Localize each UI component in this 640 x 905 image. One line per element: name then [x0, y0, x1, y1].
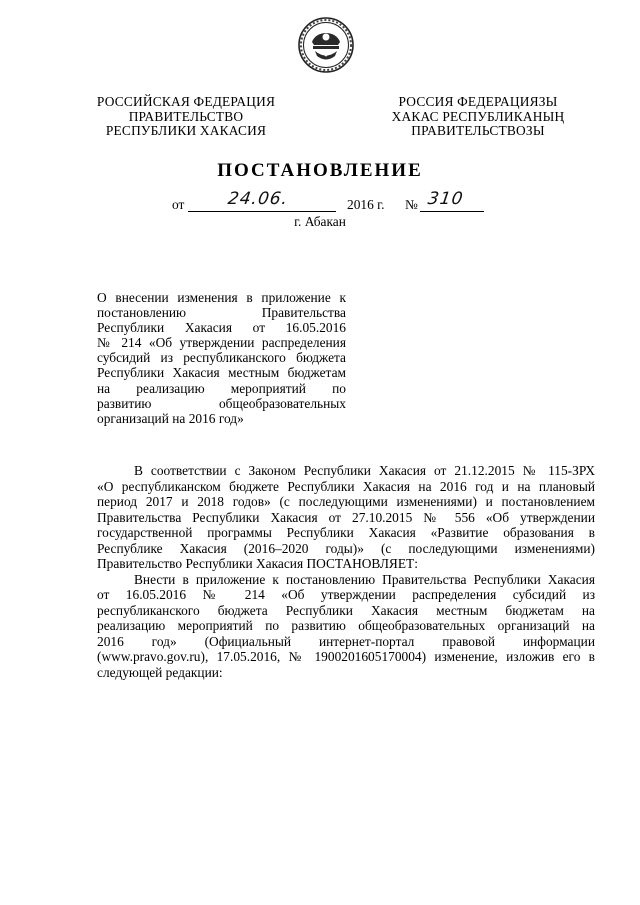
subject-line: развитию общеобразовательных [97, 395, 346, 411]
subject-block [97, 290, 346, 426]
body-line: Правительство Республики Хакасия ПОСТАНОВЛЯЕТ: [97, 556, 418, 571]
paragraph-1 [97, 463, 595, 572]
header-left-line: РОССИЙСКАЯ ФЕДЕРАЦИЯ [96, 94, 276, 109]
year-label: 2016 г. [347, 197, 385, 212]
header-right-block [373, 95, 583, 139]
header-right-line: ХАКАС РЕСПУБЛИКАНЫҢ [391, 108, 565, 124]
body-line: реализацию мероприятий по развитию общеобразовательных организаций на [97, 618, 595, 633]
handwritten-number: 310 [426, 189, 465, 209]
header-left-block [86, 95, 286, 139]
body-line: «О республиканском бюджете Республики Хакасия на 2016 год и на плановый [97, 478, 595, 494]
body-line: (www.pravo.gov.ru), 17.05.2016, № 1900201605170004) изменение, изложив его в [97, 649, 595, 664]
subject-line: О внесении изменения в приложение к [97, 290, 346, 305]
header-right-line: РОССИЯ ФЕДЕРАЦИЯЗЫ [398, 94, 558, 109]
subject-line: № 214 «Об утверждении распределения [97, 335, 346, 351]
document-title: ПОСТАНОВЛЕНИЕ [217, 160, 423, 181]
date-prefix: от [172, 197, 185, 212]
body-line: от 16.05.2016 № 214 «Об утверждении распределения субсидий из [97, 587, 595, 602]
body-line: В соответствии с Законом Республики Хакасия от 21.12.2015 № 115-ЗРХ [134, 463, 595, 478]
header-left-line: ПРАВИТЕЛЬСТВО [128, 108, 244, 124]
paragraph-2 [97, 572, 595, 681]
body-line: 2016 год» (Официальный интернет-портал правовой информации [97, 633, 595, 649]
number-underline [420, 211, 484, 212]
header-left-line: РЕСПУБЛИКИ ХАКАСИЯ [105, 123, 267, 139]
body-line: республиканского бюджета Республики Хакасия местным бюджетам на [97, 602, 595, 618]
coat-of-arms-icon [297, 16, 355, 74]
number-label: № [405, 197, 418, 212]
body-line: период 2017 и 2018 годов» (с последующими изменениями) и постановлением [97, 494, 595, 509]
city-label: г. Абакан [294, 214, 346, 229]
date-number-line [0, 191, 640, 213]
subject-line: Республики Хакасия местным бюджетам [97, 365, 346, 381]
subject-line: на реализацию мероприятий по [97, 380, 346, 396]
date-underline [188, 211, 336, 212]
handwritten-date: 24.06. [226, 189, 290, 209]
body-line: Республике Хакасия (2016–2020 годы)» (с последующими изменениями) [97, 540, 595, 556]
body-line: следующей редакции: [97, 664, 223, 680]
subject-line: Республики Хакасия от 16.05.2016 [97, 320, 346, 336]
header-right-line: ПРАВИТЕЛЬСТВОЗЫ [411, 123, 545, 139]
body-line: Правительства Республики Хакасия от 27.10.2015 № 556 «Об утверждении [97, 509, 595, 525]
body-line: Внести в приложение к постановлению Правительства Республики Хакасия [134, 571, 595, 587]
body-line: государственной программы Республики Хакасия «Развитие образования в [97, 525, 595, 540]
document-body [97, 463, 595, 680]
subject-line: постановлению Правительства [97, 305, 346, 321]
subject-line: организаций на 2016 год» [97, 410, 244, 426]
subject-line: субсидий из республиканского бюджета [97, 350, 346, 366]
